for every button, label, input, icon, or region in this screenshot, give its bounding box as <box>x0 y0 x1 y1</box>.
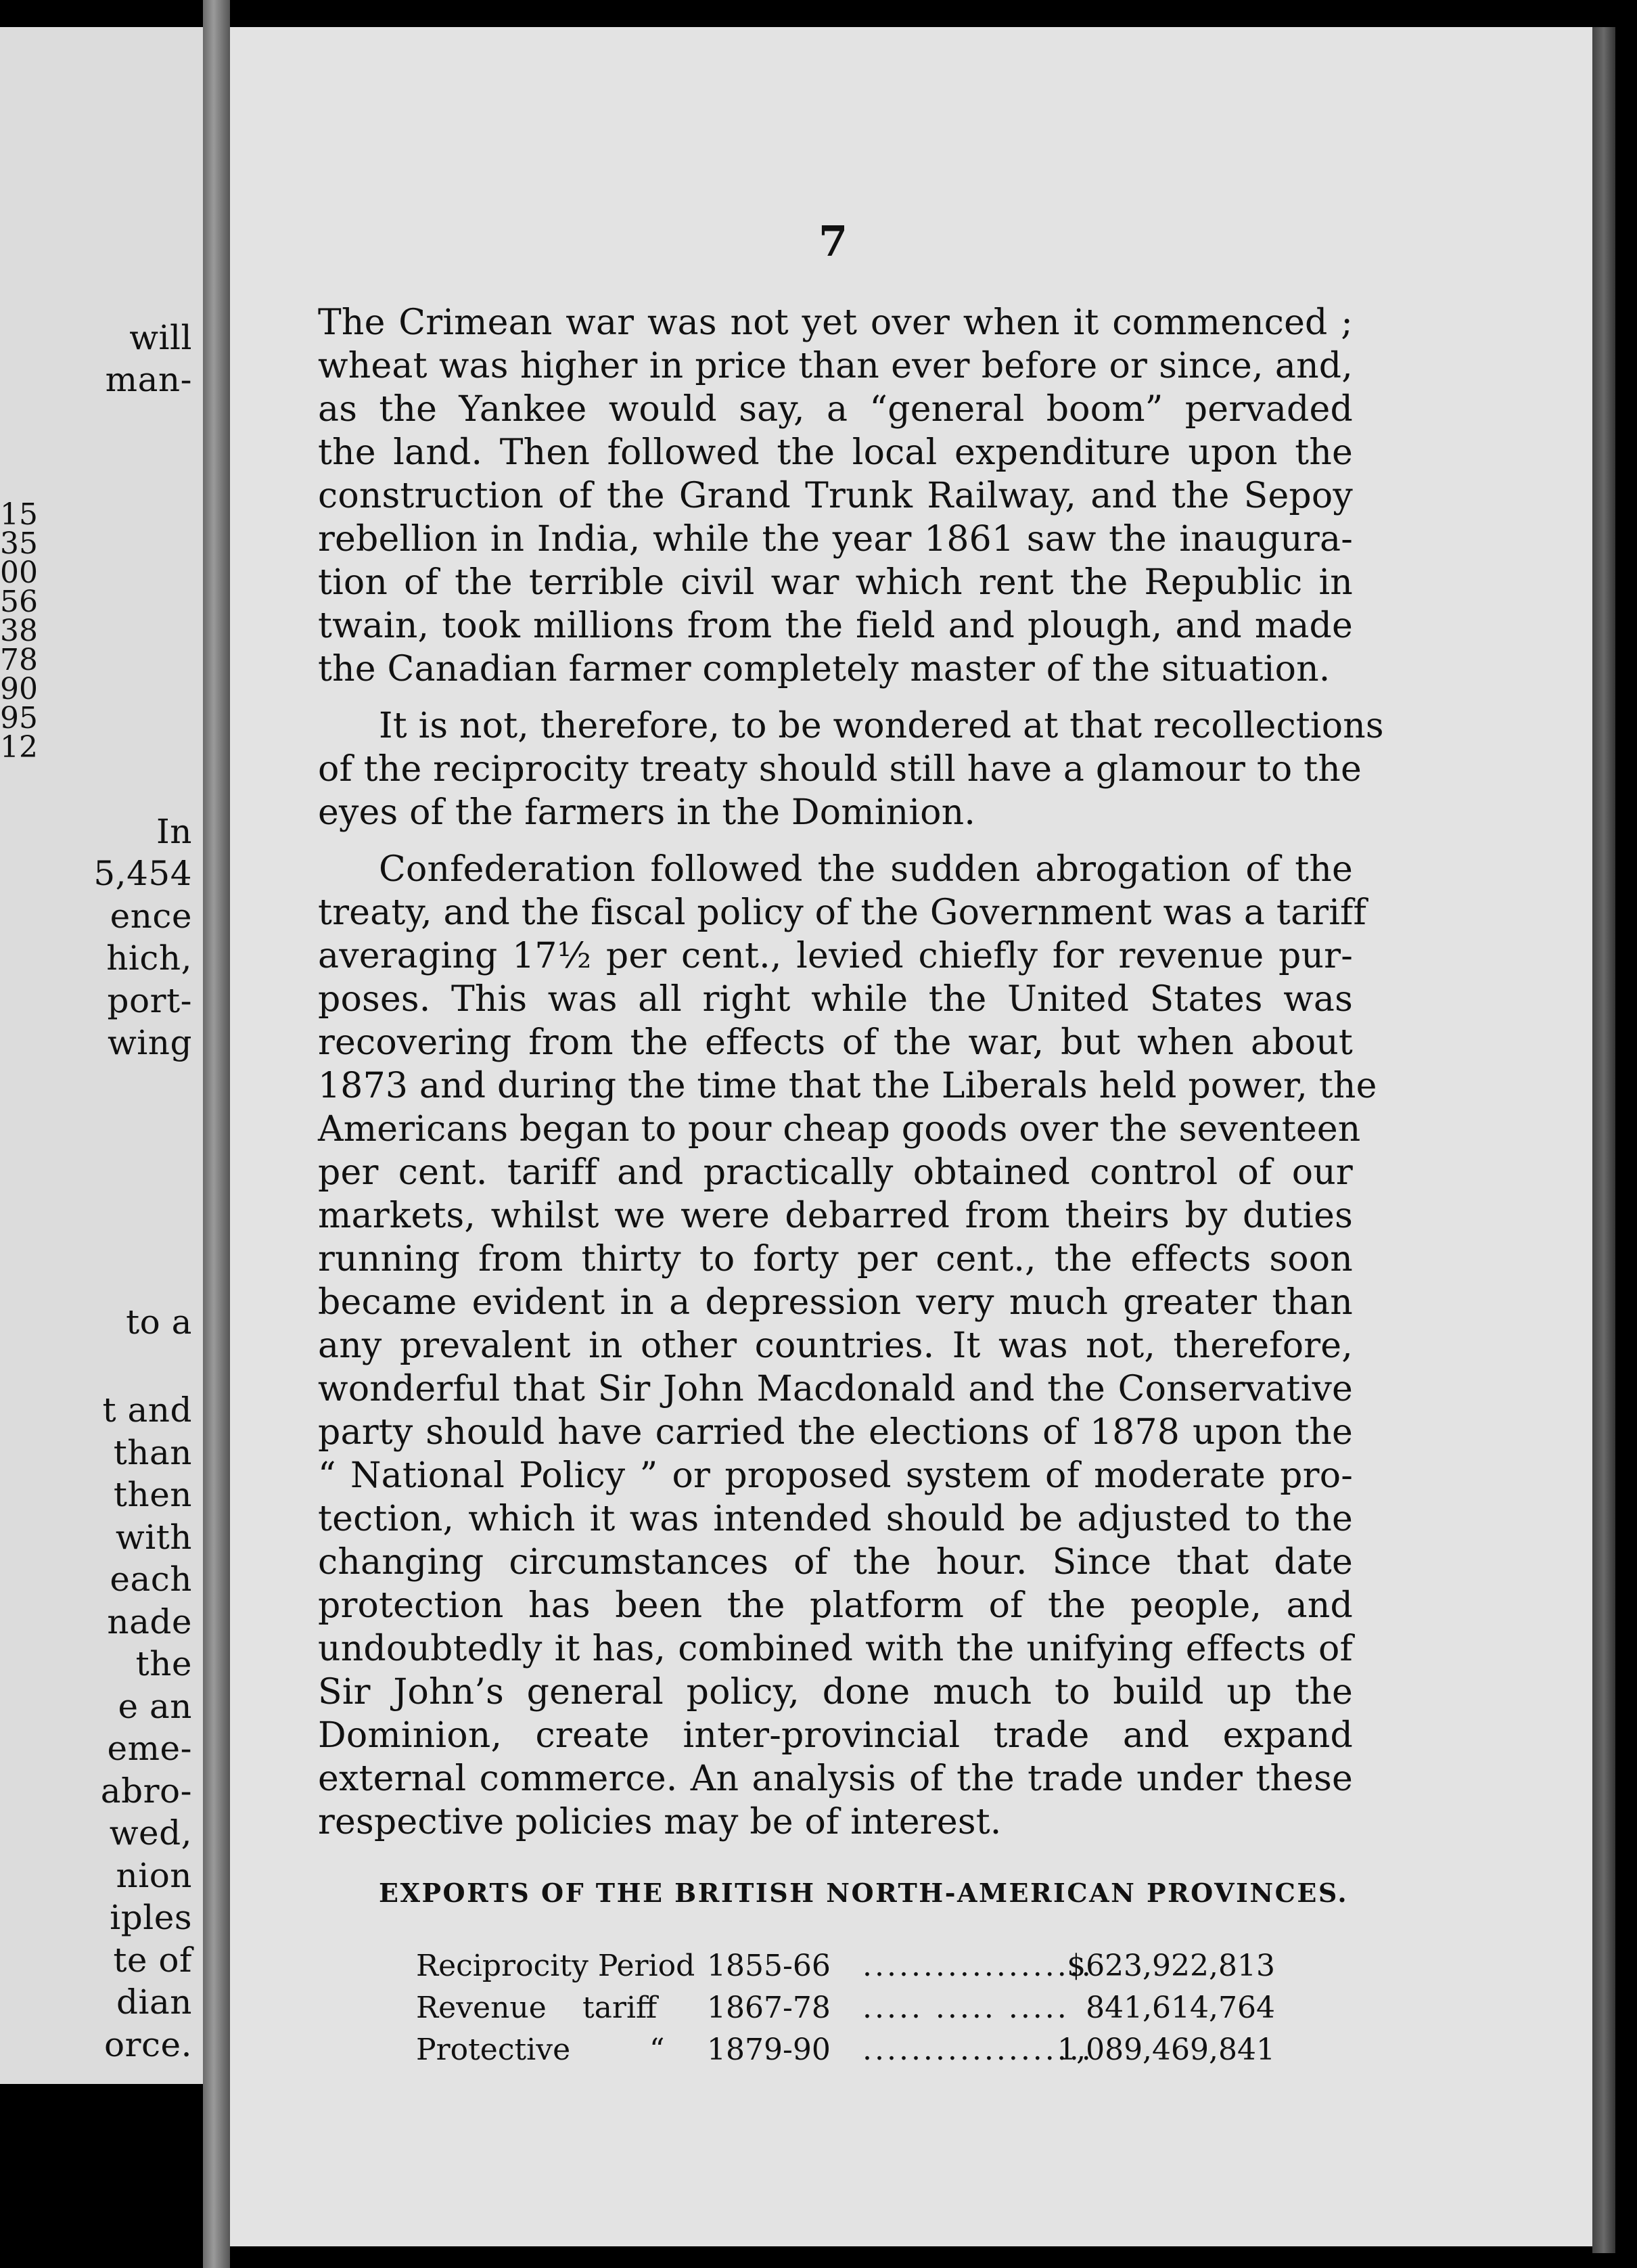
text-line: markets, whilst we were debarred from theirs by duties <box>318 1196 1353 1236</box>
text-line: external commerce. An analysis of the trade under these <box>318 1759 1353 1799</box>
text-line: recovering from the effects of the war, but when about <box>318 1022 1353 1063</box>
text-line: tion of the terrible civil war which rent the Republic in <box>318 562 1353 603</box>
text-line: Dominion, create inter-provincial trade and expand <box>318 1715 1353 1756</box>
exports-row <box>416 1991 1275 2031</box>
left-page-fragment: te of <box>113 1941 192 1980</box>
exports-period: 1855-66 <box>707 1949 831 1983</box>
left-page-fragment: iples <box>110 1898 192 1937</box>
left-page-fragment: will <box>129 318 192 357</box>
text-line: any prevalent in other countries. It was not, therefore, <box>318 1325 1353 1366</box>
left-page-fragment: wing <box>108 1023 192 1062</box>
text-line: party should have carried the elections of 1878 upon the <box>318 1412 1353 1453</box>
left-page-number: 95 <box>0 701 38 735</box>
facing-page-left <box>0 27 203 2084</box>
left-page-number: 38 <box>0 614 38 648</box>
left-page-fragment: t and <box>102 1390 192 1430</box>
text-line: became evident in a depression very much greater than <box>318 1282 1353 1323</box>
left-page-number: 00 <box>0 555 38 590</box>
text-line: as the Yankee would say, a “general boom” pervaded <box>318 389 1353 430</box>
text-line: protection has been the platform of the people, and <box>318 1585 1353 1626</box>
left-page-fragment: In <box>156 812 192 851</box>
exports-row <box>416 1949 1275 1989</box>
left-page-fragment: wed, <box>109 1813 192 1853</box>
left-page-fragment: to a <box>126 1302 192 1342</box>
left-page-number: 56 <box>0 585 38 619</box>
text-line: wonderful that Sir John Macdonald and the Conservative <box>318 1369 1353 1409</box>
text-line: Confederation followed the sudden abrogation of the <box>379 849 1353 890</box>
text-line: changing circumstances of the hour. Since that date <box>318 1542 1353 1583</box>
exports-amount: $623,922,813 <box>1067 1949 1275 1983</box>
text-line: The Crimean war was not yet over when it commenced ; <box>318 302 1353 343</box>
text-line: the land. Then followed the local expenditure upon the <box>318 432 1353 473</box>
page-edge-right <box>1592 27 1615 2253</box>
text-line: averaging 17½ per cent., levied chiefly for revenue pur- <box>318 936 1353 976</box>
left-page-fragment: port- <box>107 981 192 1020</box>
exports-policy: Protective <box>416 2033 571 2067</box>
exports-dots: ..... ..... ..... <box>862 1991 1069 2025</box>
text-line: treaty, and the fiscal policy of the Government was a tariff <box>318 892 1366 933</box>
left-page-fragment: abro- <box>100 1771 192 1811</box>
text-line: “ National Policy ” or proposed system of moderate pro- <box>318 1455 1353 1496</box>
left-page-fragment: dian <box>116 1982 192 2022</box>
left-page-fragment: with <box>115 1518 192 1557</box>
exports-row <box>416 2033 1275 2073</box>
text-line: undoubtedly it has, combined with the unifying effects of <box>318 1629 1353 1669</box>
text-line: Sir John’s general policy, done much to build up the <box>318 1672 1353 1713</box>
left-page-fragment: the <box>135 1644 192 1683</box>
left-page-fragment: e an <box>118 1687 192 1726</box>
text-line: of the reciprocity treaty should still have a glamour to the <box>318 749 1362 790</box>
text-line: twain, took millions from the field and plough, and made <box>318 606 1353 646</box>
left-page-number: 90 <box>0 672 38 706</box>
left-page-fragment: orce. <box>104 2025 192 2064</box>
text-line: tection, which it was intended should be adjusted to the <box>318 1499 1353 1539</box>
exports-policy: Revenue <box>416 1991 547 2025</box>
left-page-number: 15 <box>0 497 38 532</box>
exports-tariff: tariff <box>582 1991 658 2025</box>
left-page-number: 35 <box>0 526 38 561</box>
text-line: Americans began to pour cheap goods over the seventeen <box>318 1109 1361 1150</box>
text-line: construction of the Grand Trunk Railway, and the Sepoy <box>318 476 1353 516</box>
exports-ditto: “ <box>649 2033 665 2067</box>
left-page-fragment: than <box>113 1433 192 1472</box>
page-number: 7 <box>818 217 848 266</box>
exports-policy: Reciprocity Period <box>416 1949 695 1983</box>
text-line: 1873 and during the time that the Liberals held power, the <box>318 1066 1377 1106</box>
book-gutter <box>203 0 230 2268</box>
left-page-fragment: eme- <box>107 1729 192 1768</box>
left-page-number: 78 <box>0 643 38 677</box>
exports-table-heading: EXPORTS OF THE BRITISH NORTH-AMERICAN PROVINCES. <box>379 1878 1349 1908</box>
text-line: per cent. tariff and practically obtained control of our <box>318 1152 1353 1193</box>
exports-dots: ................... <box>862 1949 1094 1983</box>
left-page-fragment: 5,454 <box>93 854 192 893</box>
exports-amount: 1,089,469,841 <box>1057 2033 1275 2067</box>
text-line: eyes of the farmers in the Dominion. <box>318 792 976 833</box>
text-line: the Canadian farmer completely master of the situation. <box>318 649 1331 689</box>
left-page-fragment: nion <box>116 1856 192 1895</box>
exports-period: 1867-78 <box>707 1991 831 2025</box>
left-page-fragment: man- <box>105 360 192 399</box>
left-page-fragment: each <box>110 1560 192 1599</box>
left-page-fragment: ence <box>110 897 192 936</box>
text-line: respective policies may be of interest. <box>318 1802 1002 1842</box>
text-line: running from thirty to forty per cent., the effects soon <box>318 1239 1353 1279</box>
left-page-number: 12 <box>0 730 38 765</box>
exports-period: 1879-90 <box>707 2033 831 2067</box>
text-line: wheat was higher in price than ever before or since, and, <box>318 346 1353 386</box>
text-line: rebellion in India, while the year 1861 saw the inaugura- <box>318 519 1353 560</box>
exports-amount: 841,614,764 <box>1086 1991 1275 2025</box>
left-page-fragment: hich, <box>106 938 192 978</box>
left-page-fragment: nade <box>107 1602 192 1641</box>
left-page-fragment: then <box>113 1475 192 1514</box>
text-line: poses. This was all right while the United States was <box>318 979 1353 1020</box>
text-line: It is not, therefore, to be wondered at that recollections <box>379 706 1384 746</box>
exports-dots: ................... <box>862 2033 1094 2067</box>
